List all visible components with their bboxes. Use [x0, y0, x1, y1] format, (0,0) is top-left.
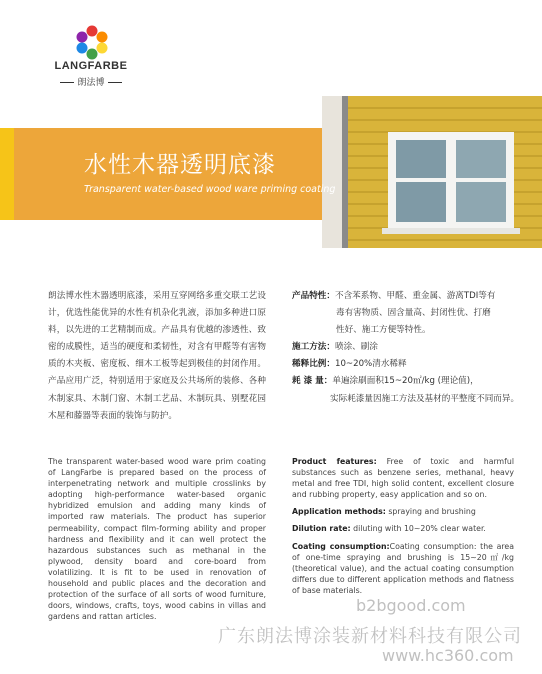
page-title: 水性木器透明底漆: [84, 152, 276, 178]
cn-consumption-row: [292, 373, 522, 390]
brand-cn-text: 朗法博: [77, 78, 105, 88]
en-features-block: [292, 456, 514, 500]
cn-intro-paragraph: 朗法博水性木器透明底漆，采用互穿网络多重交联工艺设计，优选性能优异的水性有机杂化乳液，添加多种进口原料，以先进的工艺精制而成。产品具有优越的渗透性、致密的成膜性，适当的硬度和柔韧性，对含有甲醛等有害物质的木夹板、密度板、细木工板等起到极佳的封闭作用。产品应用广泛，特别适用于家庭及公共场所的装修、各种木制家具、木制门窗、木制工艺品、木制玩具、别墅花园木屋和藤器等表面的装饰与防护。: [48, 291, 266, 421]
en-consumption-label: Coating consumption:: [292, 541, 390, 551]
cn-dilution-row: [292, 356, 522, 373]
en-methods-block: [292, 506, 514, 517]
cn-method-row: [292, 339, 522, 356]
cn-features-label: 产品特性：: [292, 291, 335, 301]
en-dilution-block: [292, 523, 514, 534]
brand-cn-label: [46, 75, 136, 88]
en-methods-text: spraying and brushing: [385, 507, 476, 517]
cn-consumption-line2: 实际耗漆量因施工方法及基材的平整度不同而异。: [330, 393, 520, 404]
house-window-photo: [322, 96, 542, 248]
en-dilution-text: diluting with 10~20% clear water.: [350, 524, 486, 534]
cn-method-value: 喷涂、刷涂: [334, 342, 378, 353]
en-consumption-text: Coating consumption: the area of one-time spraying and brushing is 15~20㎡/kg (theoretical value), and the actual coating consumption differs due to different application methods and flatness of base materials.: [292, 541, 514, 595]
en-methods-label: Application methods:: [292, 507, 386, 517]
cn-dilution-label: 稀释比例：: [292, 359, 335, 370]
cn-properties: [292, 288, 522, 408]
cn-method-label: 施工方法：: [292, 342, 335, 353]
en-dilution-label: Dilution rate:: [292, 524, 351, 534]
en-intro-paragraph: The transparent water-based wood ware prim coating of LangFarbe is prepared based on the process of interpenetrating network and multiple crosslinks by adopting high-performance water-based organic hybridized emulsion and adding many kinds of imported raw materials. The product has superior permeability, compact film-forming ability and proper hardness and flexibility and it can well protect the hazardous substances such as methanal in the plywood, density board and core-board from volatilizing. It is fit to be used in renovation of household and public places and the decoration and protection of the surface of all sorts of wood furniture, doors, windows, crafts, toys, wood cabins in villas and gardens and rattan articles.: [48, 457, 266, 622]
page-subtitle: Transparent water-based wood ware priming coating: [84, 184, 336, 195]
en-features-label: Product features:: [292, 457, 377, 466]
cn-features-line2: 毒有害物质、固含量高、封闭性优、打磨: [336, 308, 491, 319]
en-consumption-block: [292, 541, 514, 596]
cn-features-line3: 性好、施工方便等特性。: [336, 325, 431, 336]
brand-name: LANGFARBE: [54, 60, 128, 72]
watermark-site-1: b2bgood.com: [356, 596, 466, 615]
en-features-text: Free of toxic and harmful substances such as benzene series, methanal, heavy metal and free TDI, high solid content, excellent closure and rubbing property, easy application and so on.: [292, 457, 514, 500]
cn-consumption-line1: 单遍涂刷面积15~20㎡/kg (理论值)，: [332, 376, 479, 387]
banner-accent-bar: [0, 128, 14, 220]
watermark-site-2: www.hc360.com: [382, 646, 514, 665]
cn-features-line1: 不含苯系物、甲醛、重金属、游离TDI等有: [334, 291, 496, 301]
cn-consumption-label: 耗 漆 量：: [292, 376, 333, 387]
en-properties: [292, 456, 514, 602]
cn-dilution-value: 10~20%清水稀释: [334, 359, 407, 370]
watermark-company: 广东朗法博涂装新材料科技有限公司: [218, 626, 522, 647]
cn-features-row: [292, 288, 522, 305]
